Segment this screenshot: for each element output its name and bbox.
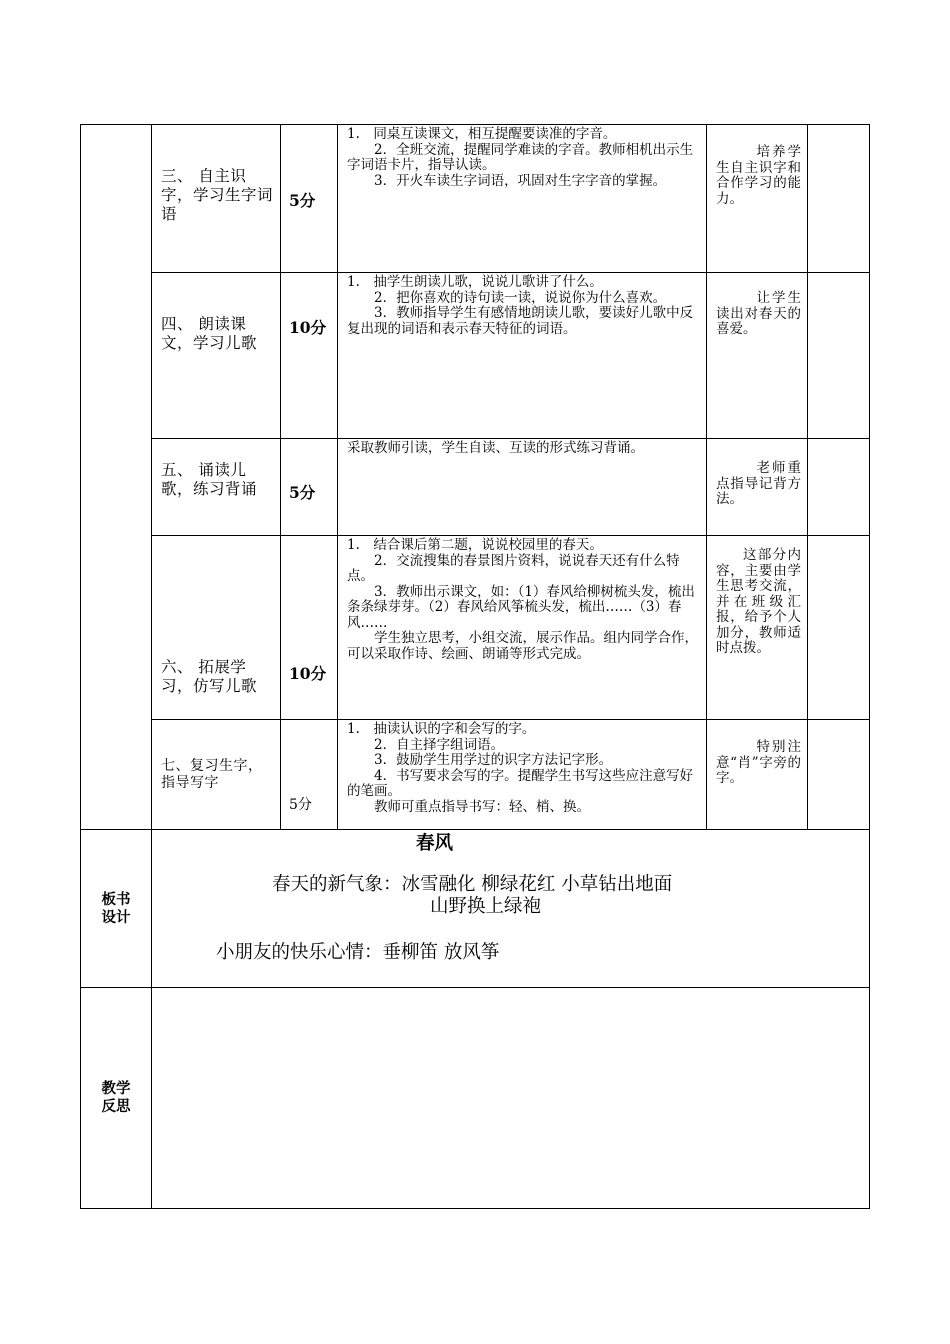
board-line-2: 山野换上绿袍 (430, 896, 542, 917)
board-row (81, 830, 870, 988)
time-cell: 10分 (281, 536, 338, 720)
process-cell (338, 720, 707, 830)
intent-text: 让学生读出对春天的喜爱。 (716, 290, 801, 337)
process-line: 2．把你喜欢的诗句读一读，说说你为什么喜欢。 (374, 289, 667, 306)
notes-cell (808, 439, 870, 536)
table-row (81, 536, 870, 720)
notes-cell (808, 720, 870, 830)
notes-cell (808, 125, 870, 273)
stage-cell: 五、 诵读儿歌，练习背诵 (152, 439, 281, 536)
reflection-content (152, 988, 870, 1209)
notes-cell (808, 273, 870, 439)
stage-cell: 四、 朗读课文，学习儿歌 (152, 273, 281, 439)
process-line: 1. 抽学生朗读儿歌，说说儿歌讲了什么。 (347, 274, 603, 290)
intent-text: 这部分内容，主要由学生思考交流，并在班级汇报，给予个人加分，教师适时点拨。 (716, 547, 801, 656)
notes-cell (808, 536, 870, 720)
process-line: 2．全班交流，提醒同学难读的字音。教师相机出示生字词语卡片，指导认读。 (347, 141, 694, 173)
time-cell: 5分 (281, 720, 338, 830)
intent-text: 老师重点指导记背方法。 (716, 460, 801, 507)
table-row (81, 720, 870, 830)
process-line: 1. 结合课后第二题，说说校园里的春天。 (347, 537, 603, 553)
process-line: 2．交流搜集的春景图片资料，说说春天还有什么特点。 (347, 552, 680, 584)
process-line: 3．教师指导学生有感情地朗读儿歌，要读好儿歌中反复出现的词语和表示春天特征的词语。 (347, 305, 694, 337)
process-line: 3．鼓励学生用学过的识字方法记字形。 (374, 752, 613, 768)
board-title: 春风 (416, 833, 454, 854)
time-cell: 5分 (281, 439, 338, 536)
process-line: 学生独立思考，小组交流，展示作品。组内同学合作，可以采取作诗、绘画、朗诵等形式完成。 (347, 630, 698, 662)
intent-cell (707, 439, 808, 536)
process-line: 1. 同桌互读课文，相互提醒要读准的字音。 (347, 126, 617, 142)
intent-text: 特别注意“肖”字旁的字。 (716, 739, 801, 786)
stage-cell: 三、 自主识字，学习生字词语 (152, 125, 281, 273)
board-label-text: 板书设计 (101, 890, 131, 926)
board-line-1: 春天的新气象：冰雪融化 柳绿花红 小草钻出地面 (272, 874, 673, 895)
reflection-label-text: 教学反思 (101, 1080, 131, 1115)
process-cell (338, 536, 707, 720)
lesson-plan-table (80, 124, 870, 1209)
stage-cell: 七、复习生字，指导写字 (152, 720, 281, 830)
process-cell (338, 273, 707, 439)
table-row (81, 439, 870, 536)
process-line: 教师可重点指导书写：轻、梢、换。 (374, 798, 590, 815)
process-line: 1. 抽读认识的字和会写的字。 (347, 721, 536, 737)
time-cell: 5分 (281, 125, 338, 273)
board-label (81, 830, 152, 988)
board-content (152, 830, 870, 988)
table-row (81, 125, 870, 273)
intent-cell (707, 273, 808, 439)
time-cell: 10分 (281, 273, 338, 439)
table-row (81, 273, 870, 439)
process-cell (338, 439, 707, 536)
lesson-plan-sheet (80, 124, 869, 1209)
process-line: 2．自主择字组词语。 (374, 736, 505, 753)
process-line: 3．教师出示课文，如：（1）春风给柳树梳头发，梳出条条绿芽芽。（2）春风给风筝梳头发，梳出……（3）春风…… (347, 583, 695, 631)
process-line: 3．开火车读生字词语，巩固对生字字音的掌握。 (374, 172, 667, 189)
reflection-label (81, 988, 152, 1209)
process-line: 采取教师引读，学生自读、互读的形式练习背诵。 (347, 440, 644, 456)
intent-cell (707, 536, 808, 720)
process-cell (338, 125, 707, 273)
board-line-3: 小朋友的快乐心情：垂柳笛 放风筝 (216, 942, 500, 963)
left-blank-cell (81, 125, 152, 830)
intent-text: 培养学生自主识字和合作学习的能力。 (716, 144, 801, 207)
stage-cell: 六、 拓展学习，仿写儿歌 (152, 536, 281, 720)
process-line: 4．书写要求会写的字。提醒学生书写这些应注意写好的笔画。 (347, 767, 694, 799)
reflection-row (81, 988, 870, 1209)
intent-cell (707, 125, 808, 273)
intent-cell (707, 720, 808, 830)
